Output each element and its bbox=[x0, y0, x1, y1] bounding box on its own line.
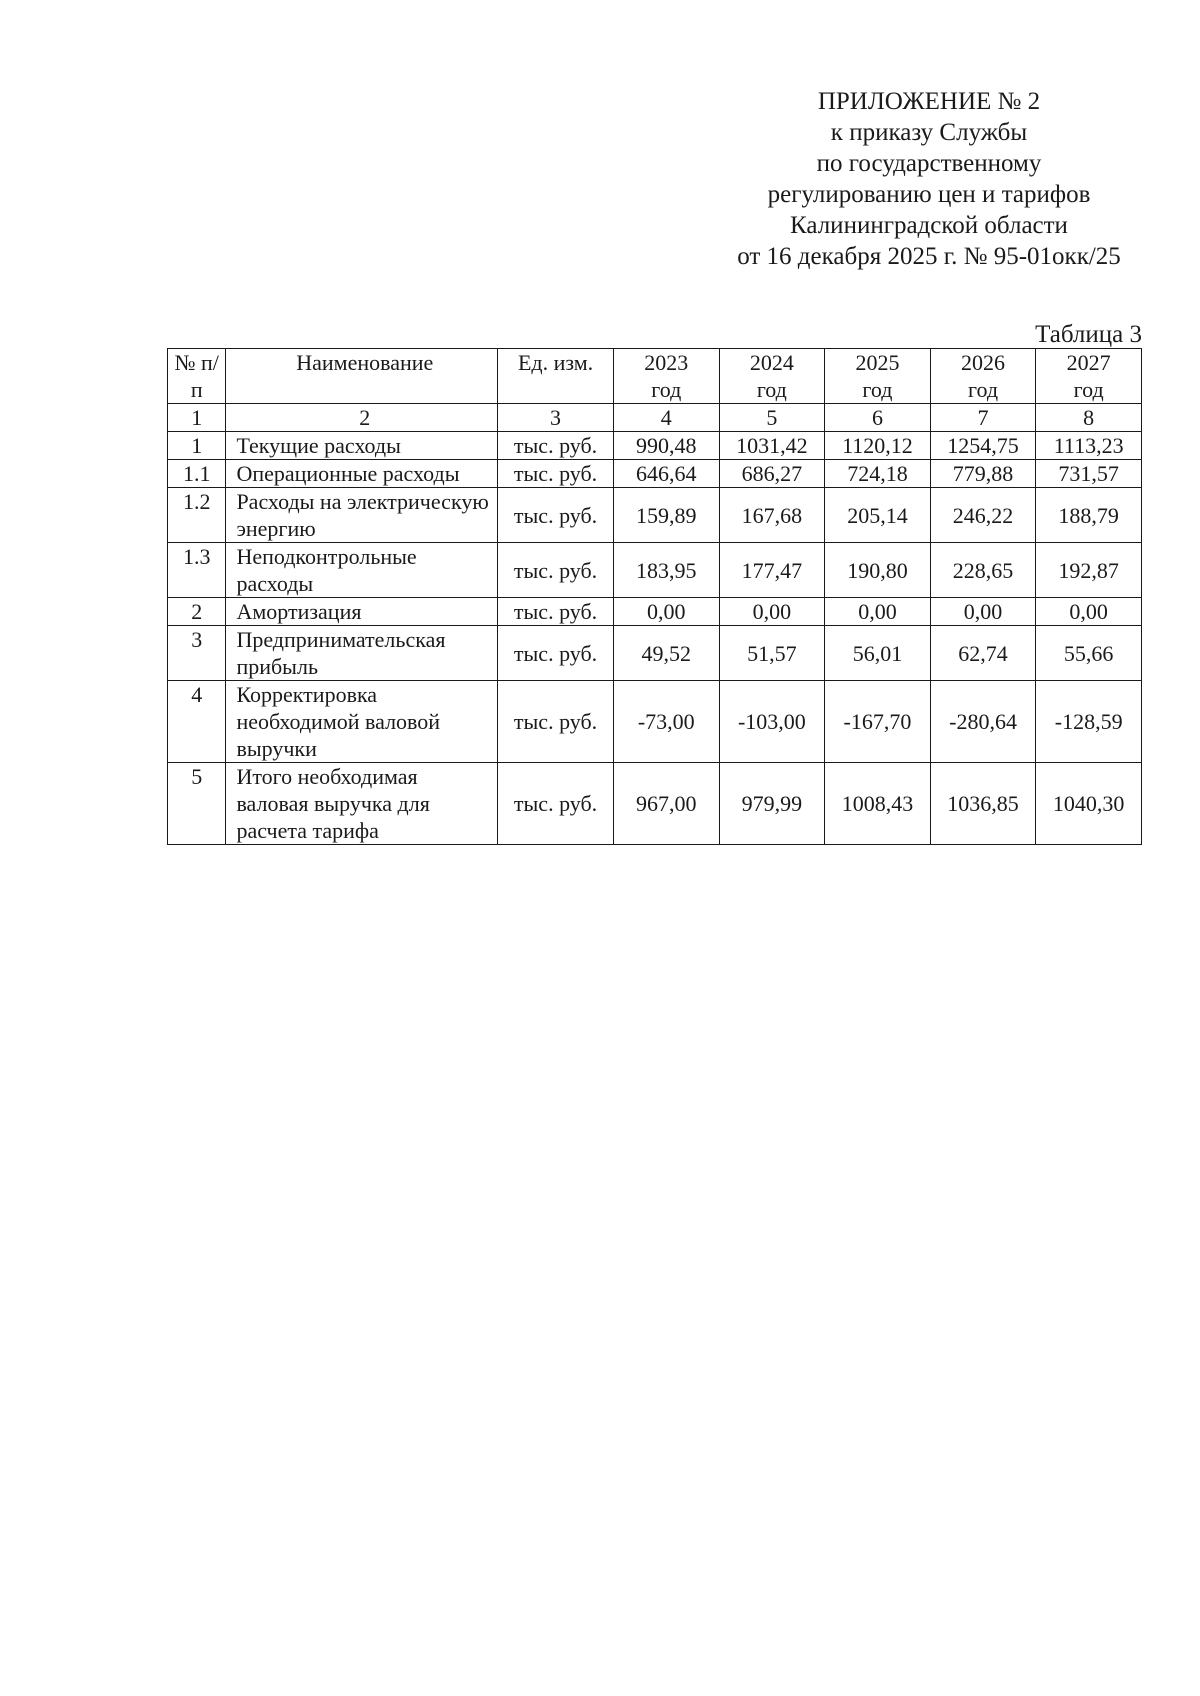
header-year-suffix: год bbox=[968, 377, 999, 402]
table-row bbox=[168, 460, 1142, 488]
table-caption: Таблица 3 bbox=[1035, 321, 1142, 348]
header-year-value: 2024 bbox=[749, 350, 794, 375]
row-value: 55,66 bbox=[1036, 626, 1142, 681]
row-value: 190,80 bbox=[825, 543, 931, 598]
row-value: -128,59 bbox=[1036, 681, 1142, 763]
row-value: 1008,43 bbox=[825, 763, 931, 845]
row-value: 228,65 bbox=[930, 543, 1036, 598]
row-name: Предпринимательская прибыль bbox=[226, 626, 498, 681]
header-year-value: 2023 bbox=[644, 350, 689, 375]
table-row bbox=[168, 598, 1142, 626]
row-value: -167,70 bbox=[825, 681, 931, 763]
row-value: 724,18 bbox=[825, 460, 931, 488]
column-number-cell: 2 bbox=[226, 404, 498, 432]
appendix-line-service: по государственному bbox=[816, 150, 1042, 177]
header-unit: Ед. изм. bbox=[498, 349, 614, 404]
header-year-2025 bbox=[825, 349, 931, 404]
row-value: 0,00 bbox=[930, 598, 1036, 626]
header-year-suffix: год bbox=[756, 377, 787, 402]
row-unit: тыс. руб. bbox=[498, 626, 614, 681]
row-name: Корректировка необходимой валовой выручки bbox=[226, 681, 498, 763]
row-number: 1 bbox=[168, 432, 226, 460]
header-year-2027 bbox=[1036, 349, 1142, 404]
row-value: 0,00 bbox=[1036, 598, 1142, 626]
row-number: 5 bbox=[168, 763, 226, 845]
row-number: 3 bbox=[168, 626, 226, 681]
table-header-row bbox=[168, 349, 1142, 404]
header-year-2026 bbox=[930, 349, 1036, 404]
row-value: 1040,30 bbox=[1036, 763, 1142, 845]
row-value: 62,74 bbox=[930, 626, 1036, 681]
row-name: Расходы на электрическую энергию bbox=[226, 488, 498, 543]
row-value: 0,00 bbox=[719, 598, 825, 626]
tariff-table bbox=[167, 348, 1142, 845]
row-value: 731,57 bbox=[1036, 460, 1142, 488]
row-value: 0,00 bbox=[825, 598, 931, 626]
row-number: 1.3 bbox=[168, 543, 226, 598]
row-value: 167,68 bbox=[719, 488, 825, 543]
appendix-title: ПРИЛОЖЕНИЕ № 2 bbox=[817, 88, 1041, 115]
row-value: 1254,75 bbox=[930, 432, 1036, 460]
column-number-row bbox=[168, 404, 1142, 432]
row-name: Амортизация bbox=[226, 598, 498, 626]
row-name: Операционные расходы bbox=[226, 460, 498, 488]
row-number: 2 bbox=[168, 598, 226, 626]
header-year-2023 bbox=[613, 349, 719, 404]
column-number-cell: 1 bbox=[168, 404, 226, 432]
table-row-total bbox=[168, 763, 1142, 845]
row-number: 1.2 bbox=[168, 488, 226, 543]
table-row bbox=[168, 543, 1142, 598]
row-value: -103,00 bbox=[719, 681, 825, 763]
column-number-cell: 8 bbox=[1036, 404, 1142, 432]
row-value: 56,01 bbox=[825, 626, 931, 681]
row-unit: тыс. руб. bbox=[498, 460, 614, 488]
row-unit: тыс. руб. bbox=[498, 598, 614, 626]
header-name: Наименование bbox=[226, 349, 498, 404]
table-row bbox=[168, 681, 1142, 763]
row-number: 4 bbox=[168, 681, 226, 763]
appendix-header bbox=[690, 86, 1168, 272]
appendix-line-region: Калининградской области bbox=[790, 212, 1068, 239]
row-unit: тыс. руб. bbox=[498, 543, 614, 598]
row-value: 51,57 bbox=[719, 626, 825, 681]
table-row bbox=[168, 488, 1142, 543]
row-value: 192,87 bbox=[1036, 543, 1142, 598]
row-value: 188,79 bbox=[1036, 488, 1142, 543]
row-value: 990,48 bbox=[613, 432, 719, 460]
row-value: 1120,12 bbox=[825, 432, 931, 460]
header-year-value: 2026 bbox=[961, 350, 1006, 375]
header-year-2024 bbox=[719, 349, 825, 404]
row-name: Неподконтрольные расходы bbox=[226, 543, 498, 598]
header-year-suffix: год bbox=[862, 377, 893, 402]
row-value: 646,64 bbox=[613, 460, 719, 488]
row-unit: тыс. руб. bbox=[498, 432, 614, 460]
row-name: Итого необходимая валовая выручка для расчета тарифа bbox=[226, 763, 498, 845]
header-year-value: 2025 bbox=[855, 350, 900, 375]
row-value: 49,52 bbox=[613, 626, 719, 681]
row-value: -280,64 bbox=[930, 681, 1036, 763]
column-number-cell: 6 bbox=[825, 404, 931, 432]
column-number-cell: 4 bbox=[613, 404, 719, 432]
appendix-line-order: к приказу Службы bbox=[830, 119, 1028, 146]
row-unit: тыс. руб. bbox=[498, 681, 614, 763]
column-number-cell: 7 bbox=[930, 404, 1036, 432]
row-value: 1113,23 bbox=[1036, 432, 1142, 460]
row-value: 246,22 bbox=[930, 488, 1036, 543]
column-number-cell: 5 bbox=[719, 404, 825, 432]
header-year-value: 2027 bbox=[1066, 350, 1111, 375]
table-row bbox=[168, 432, 1142, 460]
column-number-cell: 3 bbox=[498, 404, 614, 432]
appendix-line-regulation: регулированию цен и тарифов bbox=[767, 181, 1091, 208]
header-no: № п/п bbox=[168, 349, 226, 404]
row-name: Текущие расходы bbox=[226, 432, 498, 460]
row-value: 205,14 bbox=[825, 488, 931, 543]
row-value: 686,27 bbox=[719, 460, 825, 488]
row-value: 967,00 bbox=[613, 763, 719, 845]
row-value: 1036,85 bbox=[930, 763, 1036, 845]
row-value: 1031,42 bbox=[719, 432, 825, 460]
row-value: 0,00 bbox=[613, 598, 719, 626]
row-unit: тыс. руб. bbox=[498, 488, 614, 543]
row-value: 177,47 bbox=[719, 543, 825, 598]
row-value: -73,00 bbox=[613, 681, 719, 763]
row-number: 1.1 bbox=[168, 460, 226, 488]
row-value: 183,95 bbox=[613, 543, 719, 598]
appendix-line-date: от 16 декабря 2025 г. № 95-01окк/25 bbox=[737, 243, 1121, 270]
table-row bbox=[168, 626, 1142, 681]
row-value: 159,89 bbox=[613, 488, 719, 543]
header-year-suffix: год bbox=[1073, 377, 1104, 402]
header-year-suffix: год bbox=[651, 377, 682, 402]
row-value: 779,88 bbox=[930, 460, 1036, 488]
row-unit: тыс. руб. bbox=[498, 763, 614, 845]
row-value: 979,99 bbox=[719, 763, 825, 845]
